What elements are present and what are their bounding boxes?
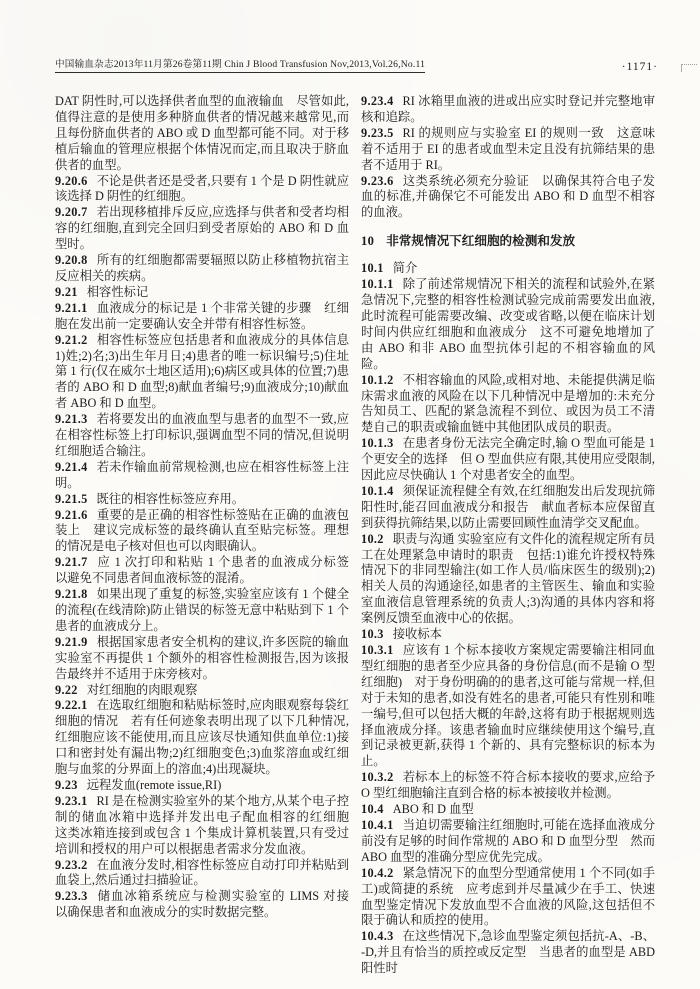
section-number: 10.4.1 xyxy=(361,817,394,832)
section-number: 10.3.2 xyxy=(361,770,394,785)
paragraph: 9.23 远程发血(remote issue,RI) xyxy=(55,777,222,792)
paragraph: 10.3.1 应该有 1 个标本接收方案规定需要输注相同血型红细胞的患者至少应具备的身份信息(而不是输 O 型红细胞) 对于身份明确的的患者,这可能与常规一样,但对于未知的患者,如没有姓名的患者,可能只有性别和唯一编号,但可以包括大概的年龄,这将有助于根据规则选择血液成分择。该患者输血时应继续使用这个编号,直到记录被更新,获得 1 个新的、具有完整标识的标本为止。 xyxy=(361,643,655,769)
paragraph: 9.22.1 在选取红细胞和粘贴标签时,应肉眼观察每袋红细胞的情况 若有任何迹象表明出现了以下几种情况,红细胞应该不能使用,而且应该尽快通知供血单位:1)接口和密封处有漏出物;2)红细胞变色;3)血浆溶血或红细胞与血浆的分界面上的溶血;4)出现凝块。 xyxy=(55,698,349,777)
paragraph: 9.20.7 若出现移植排斥反应,应选择与供者和受者均相容的红细胞,直到完全回归到受者原始的 ABO 和 D 血型时。 xyxy=(55,205,349,252)
section-number: 9.23.5 xyxy=(361,125,394,140)
page-number: ·1171· xyxy=(621,61,658,73)
paragraph: 9.21.3 若将要发出的血液血型与患者的血型不一致,应在相容性标签上打印标识,强调血型不同的情况,但说明红细胞适合输注。 xyxy=(55,412,349,458)
section-number: 10.1.2 xyxy=(361,372,394,387)
section-number: 9.21.5 xyxy=(55,491,88,506)
section-number: 10.4.3 xyxy=(361,929,394,944)
paragraph: 9.21.5 既往的相容性标签应弃用。 xyxy=(55,491,245,506)
paragraph: 9.21.7 应 1 次打印和粘贴 1 个患者的血液成分标签 以避免不同患者间血液标签的混淆。 xyxy=(55,555,362,586)
paragraph: 9.23.6 这类系统必须充分验证 以确保其符合电子发血的标准,并确保它不可能发出 ABO 和 D 血型不相容的血液。 xyxy=(361,173,655,220)
section-number: 9.23.3 xyxy=(55,889,88,904)
section-number: 9.22 xyxy=(55,682,78,697)
section-number: 9.22.1 xyxy=(55,698,88,713)
paragraph: 10.2 职责与沟通 实验室应有文件化的流程规定所有员工在处理紧急申请时的职责 包括:1)谁允许授权特殊情况下的非同型输注(如工作人员/临床医生的级别);2)相关人员的沟通途径,如患者的主管医生、输血和实验室血液信息管理系统的负责人;3)沟通的具体内容和将案例反馈至血液中心的依据。 xyxy=(361,531,655,626)
section-number: 9.21.6 xyxy=(55,507,88,522)
section-number: 10.1.3 xyxy=(361,436,394,451)
right-column xyxy=(361,94,655,977)
section-number: 9.21.9 xyxy=(55,634,88,649)
article-body xyxy=(55,94,655,977)
section-number: 10.1 xyxy=(361,261,384,276)
section-number: 9.21 xyxy=(55,284,78,299)
section-number: 10.2 xyxy=(361,531,384,546)
section-number: 9.20.7 xyxy=(55,205,88,220)
section-number: 9.21.3 xyxy=(55,412,88,427)
section-number: 9.21.2 xyxy=(55,332,88,347)
section-number: 10.1.1 xyxy=(361,277,394,292)
paragraph: 9.21 相容性标记 xyxy=(55,284,149,299)
paragraph: 10.4.3 在这些情况下,急诊血型鉴定须包括抗-A、-B、-D,并且有恰当的质控或反定型 当患者的血型是 ABD 阳性时 xyxy=(361,929,655,976)
paragraph: 10.1.4 须保证流程健全有效,在红细胞发出后发现抗筛阳性时,能召回血液成分和报告 献血者标本应保留直到获得抗筛结果,以防止需要回顾性血清学交叉配血。 xyxy=(361,483,655,530)
section-number: 10.1.4 xyxy=(361,483,394,498)
left-column xyxy=(55,94,362,977)
paragraph: 10.3 接收标本 xyxy=(361,627,442,642)
section-number: 9.21.8 xyxy=(55,587,88,602)
section-heading: 10 非常规情况下红细胞的检测和发放 xyxy=(361,234,576,249)
paragraph: 9.21.2 相容性标签应包括患者和血液成分的具体信息 1)姓;2)名;3)出生年月日;4)患者的唯一标识编号;5)住址第 1 行(仅在威尔士地区适用);6)病区或具体的位置;7)患者的 ABO 和 D 血型;8)献血者编号;9)血液成分;10)献血者 ABO 和 D 血型。 xyxy=(55,332,362,411)
section-number: 10.4 xyxy=(361,802,384,817)
paragraph: 9.23.4 RI 冰箱里血液的进或出应实时登记并完整地审核和追踪。 xyxy=(361,94,655,124)
section-number: 9.21.7 xyxy=(55,555,88,570)
paragraph: 9.23.1 RI 是在检测实验室外的某个地方,从某个电子控制的储血冰箱中选择并发出电子配血相容的红细胞 这类冰箱连接到或包含 1 个集成计算机装置,只有受过培训和授权的用户可以根据患者需求分发血液。 xyxy=(55,793,362,856)
section-number: 9.21.1 xyxy=(55,300,88,315)
paragraph: 9.22 对红细胞的肉眼观察 xyxy=(55,682,198,697)
section-number: 9.23.2 xyxy=(55,857,88,872)
section-number: 10.3.1 xyxy=(361,643,394,657)
paragraph: 9.21.9 根据国家患者安全机构的建议,许多医院的输血实验室不再提供 1 个额外的相容性检测报告,因为该报告最终并不适用于床旁核对。 xyxy=(55,634,349,681)
paragraph: 10.4.1 当迫切需要输注红细胞时,可能在选择血液成分前没有足够的时间作常规的 ABO 和 D 血型分型 然而 ABO 血型的准确分型应优先完成。 xyxy=(361,817,655,864)
paragraph: 10.1 简介 xyxy=(361,261,418,276)
section-number: 10.4.2 xyxy=(361,865,394,880)
section-number: 9.23.4 xyxy=(361,94,394,108)
section-number: 9.20.6 xyxy=(55,173,88,188)
page-header xyxy=(55,56,658,73)
paragraph: DAT 阴性时,可以选择供者血型的血液输血 尽管如此,值得注意的是使用多种脐血供者的情况越来越常见,而且每份脐血供者的 ABO 或 D 血型都可能不同。对于移植后输血的管理应根据个体情况而定,而且取决于脐血供者的血型。 xyxy=(55,94,349,172)
section-number: 9.23 xyxy=(55,777,78,792)
paragraph: 9.23.2 在血液分发时,相容性标签应自动打印并粘贴到血袋上,然后通过扫描验证。 xyxy=(55,857,349,888)
paragraph: 10.1.3 在患者身份无法完全确定时,输 O 型血可能是 1 个更安全的选择 但 O 型血供应有限,其使用应受限制,因此应尽快确认 1 个对患者安全的血型。 xyxy=(361,436,655,483)
journal-citation: 中国输血杂志2013年11月第26卷第11期 Chin J Blood Transfusion Nov,2013,Vol.26,No.11 xyxy=(55,56,425,73)
paragraph: 9.23.3 储血冰箱系统应与检测实验室的 LIMS 对接 以确保患者和血液成分的实时数据完整。 xyxy=(55,889,362,920)
section-number: 9.21.4 xyxy=(55,459,88,474)
paragraph: 9.20.6 不论是供者还是受者,只要有 1 个是 D 阴性就应该选择 D 阴性的红细胞。 xyxy=(55,173,349,204)
section-number: 10 xyxy=(361,234,375,249)
paragraph: 9.21.8 如果出现了重复的标签,实验室应该有 1 个健全的流程(在线清除)防止错误的标签无意中粘贴到下 1 个患者的血液成分上。 xyxy=(55,587,349,633)
paragraph: 9.23.5 RI 的规则应与实验室 EI 的规则一致 这意味着不适用于 EI 的患者或血型未定且没有抗筛结果的患者不适用于 RI。 xyxy=(361,125,655,172)
paragraph: 10.1.1 除了前述常规情况下相关的流程和试验外,在紧急情况下,完整的相容性检测试验完成前需要发出血液,此时流程可能需要改编、改变或省略,以便在临床计划时间内供应红细胞和血液成分 这不可避免地增加了由 ABO 和非 ABO 血型抗体引起的不相容输血的风险。 xyxy=(361,277,655,371)
crop-mark xyxy=(681,64,697,72)
section-number: 9.23.6 xyxy=(361,173,394,188)
section-number: 9.20.8 xyxy=(55,253,88,268)
section-number: 10.3 xyxy=(361,627,384,642)
paragraph: 9.21.4 若未作输血前常规检测,也应在相容性标签上注明。 xyxy=(55,459,349,490)
paragraph: 9.20.8 所有的红细胞都需要辐照以防止移植物抗宿主反应相关的疾病。 xyxy=(55,253,349,283)
paragraph: 10.1.2 不相容输血的风险,或相对地、未能提供满足临床需求血液的风险在以下几种情况中是增加的:未充分告知员工、匹配的紧急流程不到位、或因为员工不清楚自己的职责或输血链中其他团队成员的职责。 xyxy=(361,372,655,435)
paragraph: 9.21.6 重要的是正确的相容性标签贴在正确的血液包装上 建议完成标签的最终确认直至贴完标签。理想的情况是电子核对但也可以肉眼确认。 xyxy=(55,507,349,554)
paragraph: 9.21.1 血液成分的标记是 1 个非常关键的步骤 红细胞在发出前一定要确认安全并带有相容性标签。 xyxy=(55,300,349,331)
paragraph: 10.4.2 紧急情况下的血型分型通常使用 1 个不同(如手工)或简捷的系统 应考虑到并尽量减少在手工、快速血型鉴定情况下发放血型不合血液的风险,这包括但不限于确认和质控的使用。 xyxy=(361,865,655,928)
section-number: 9.23.1 xyxy=(55,793,88,808)
paragraph: 10.4 ABO 和 D 血型 xyxy=(361,802,474,817)
paragraph: 10.3.2 若标本上的标签不符合标本接收的要求,应给予 O 型红细胞输注直到合格的标本被接收并检测。 xyxy=(361,770,655,801)
